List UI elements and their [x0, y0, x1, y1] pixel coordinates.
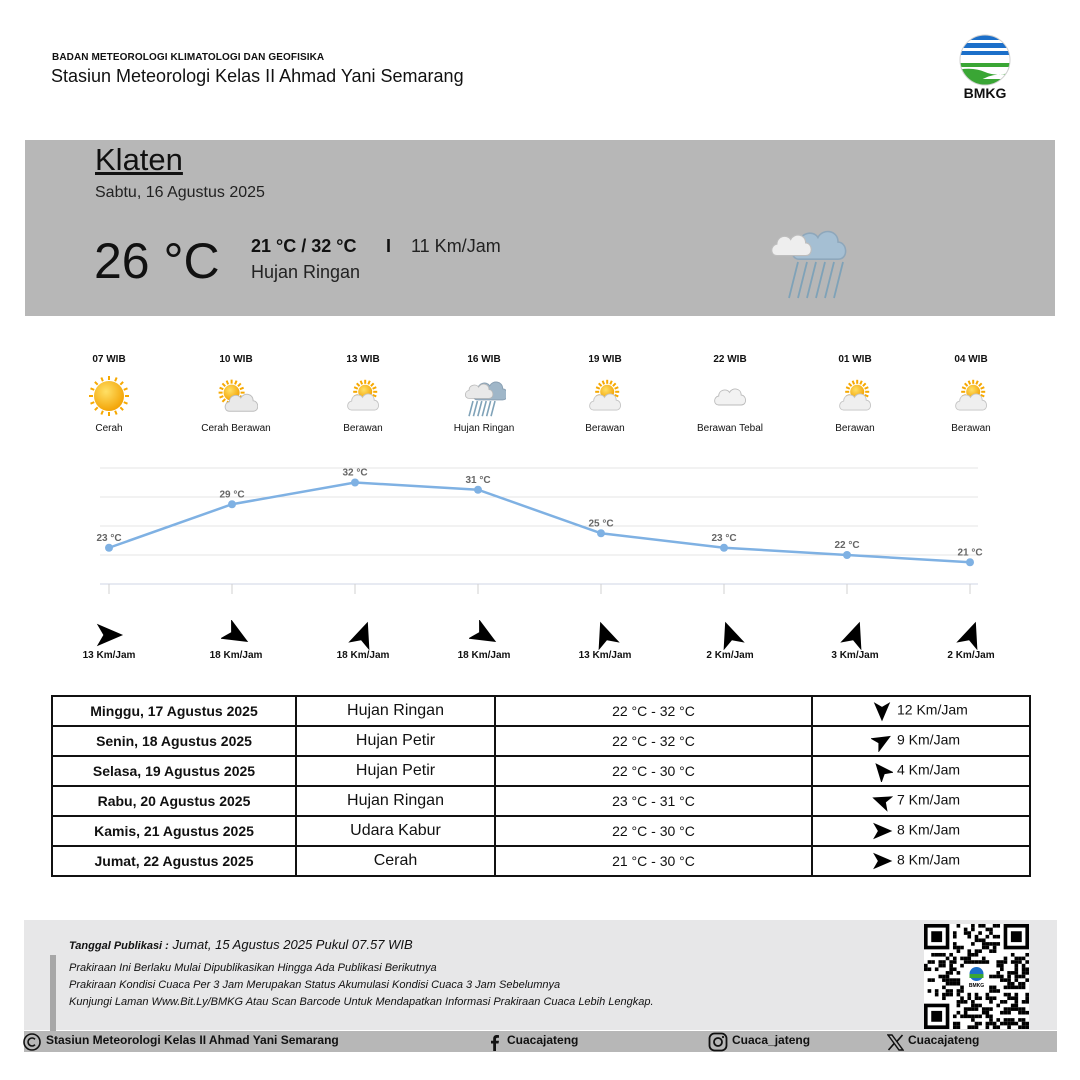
forecast-wind-speed: 12 Km/Jam [897, 701, 968, 718]
rain-cloud-graphic [768, 218, 858, 302]
hourly-item [303, 354, 423, 434]
forecast-wind [812, 846, 1030, 876]
bmkg-logo-text: BMKG [963, 85, 1007, 101]
forecast-temperature: 21 °C - 30 °C [495, 846, 812, 876]
cloud-sun-icon [833, 375, 877, 417]
agency-name: BADAN METEOROLOGI KLIMATOLOGI DAN GEOFISIKA [52, 52, 325, 63]
data-point [966, 558, 974, 566]
bmkg-logo [952, 32, 1018, 104]
daily-forecast-table [51, 695, 1031, 877]
rain-cloud-icon [768, 218, 858, 302]
data-point [105, 544, 113, 552]
publication-date [69, 937, 413, 952]
hourly-wind-speed: 18 Km/Jam [209, 650, 263, 661]
forecast-wind [812, 726, 1030, 756]
forecast-condition: Hujan Petir [296, 726, 495, 756]
copyright-text: Stasiun Meteorologi Kelas II Ahmad Yani Semarang [46, 1033, 339, 1047]
hourly-item [545, 354, 665, 434]
hourly-item [795, 354, 915, 434]
footer-note: Prakiraan Kondisi Cuaca Per 3 Jam Merupakan Status Akumulasi Kondisi Cuaca 3 Jam Sebelumnya [69, 979, 561, 991]
forecast-date: Selasa, 19 Agustus 2025 [52, 756, 296, 786]
current-wind-speed: 11 Km/Jam [411, 236, 501, 256]
hourly-wind-speed: 3 Km/Jam [831, 650, 879, 661]
hourly-item [49, 354, 169, 434]
forecast-temperature: 22 °C - 30 °C [495, 756, 812, 786]
forecast-wind-speed: 8 Km/Jam [897, 851, 961, 868]
x-handle[interactable]: Cuacajateng [908, 1033, 980, 1047]
forecast-wind [812, 786, 1030, 816]
hourly-wind-speed: 18 Km/Jam [457, 650, 511, 661]
forecast-date: Senin, 18 Agustus 2025 [52, 726, 296, 756]
forecast-wind [812, 696, 1030, 726]
data-label: 25 °C [588, 518, 614, 530]
forecast-condition: Hujan Ringan [296, 696, 495, 726]
separator: I [386, 236, 392, 256]
cloud-sun-icon [583, 375, 627, 417]
wind-direction-icon [871, 730, 893, 752]
data-label: 22 °C [834, 540, 860, 551]
facebook-icon[interactable] [488, 1034, 502, 1051]
copyright-icon [23, 1033, 41, 1051]
hourly-condition: Berawan [835, 423, 875, 434]
hourly-condition: Cerah [95, 423, 123, 434]
hourly-time: 19 WIB [588, 354, 622, 365]
bmkg-logo-icon [952, 32, 1018, 86]
hourly-condition: Berawan [343, 423, 383, 434]
forecast-condition: Hujan Ringan [296, 786, 495, 816]
wind-direction-icon [871, 850, 893, 872]
hourly-condition: Berawan [585, 423, 625, 434]
hourly-condition: Hujan Ringan [453, 423, 515, 434]
data-label: 32 °C [342, 467, 368, 479]
forecast-condition: Udara Kabur [296, 816, 495, 846]
forecast-wind-speed: 9 Km/Jam [897, 731, 961, 748]
data-label: 23 °C [711, 532, 737, 544]
qr-code[interactable] [924, 924, 1029, 1029]
publication-label: Tanggal Publikasi : [69, 940, 169, 952]
hourly-item [911, 354, 1031, 434]
footer-accent-bar [50, 955, 56, 1031]
instagram-handle[interactable]: Cuaca_jateng [732, 1033, 811, 1047]
data-point [843, 551, 851, 559]
hourly-time: 01 WIB [838, 354, 872, 365]
sun-cloud-icon [214, 375, 258, 417]
data-point [351, 479, 359, 487]
city-name: Klaten [95, 142, 183, 177]
forecast-wind-speed: 8 Km/Jam [897, 821, 961, 838]
hourly-time: 13 WIB [346, 354, 380, 365]
hourly-condition: Berawan Tebal [697, 423, 763, 434]
forecast-date: Kamis, 21 Agustus 2025 [52, 816, 296, 846]
forecast-wind-speed: 4 Km/Jam [897, 761, 961, 778]
table-row [52, 726, 1030, 756]
hourly-wind-speed: 13 Km/Jam [578, 650, 632, 661]
data-label: 21 °C [957, 547, 983, 559]
min-max-temperature: 21 °C / 32 °C [251, 236, 357, 256]
forecast-condition: Cerah [296, 846, 495, 876]
hourly-item [670, 354, 790, 434]
footer-note: Kunjungi Laman Www.Bit.Ly/BMKG Atau Scan Barcode Untuk Mendapatkan Informasi Prakiraan Cuaca Lebih Lengkap. [69, 996, 654, 1008]
x-icon[interactable] [887, 1034, 904, 1051]
forecast-date: Minggu, 17 Agustus 2025 [52, 696, 296, 726]
forecast-temperature: 22 °C - 32 °C [495, 696, 812, 726]
current-temperature: 26 °C [94, 233, 220, 289]
table-row [52, 756, 1030, 786]
qr-logo-text: BMKG [968, 983, 985, 989]
hourly-time: 22 WIB [713, 354, 747, 365]
data-point [474, 486, 482, 494]
forecast-temperature: 22 °C - 32 °C [495, 726, 812, 756]
hourly-wind-speed: 13 Km/Jam [82, 650, 136, 661]
forecast-wind [812, 816, 1030, 846]
cloud-sun-icon [341, 375, 385, 417]
hourly-time: 07 WIB [92, 354, 126, 365]
wind-direction-icon [871, 700, 893, 722]
publication-value: Jumat, 15 Agustus 2025 Pukul 07.57 WIB [172, 937, 413, 952]
forecast-temperature: 23 °C - 31 °C [495, 786, 812, 816]
sun-icon [87, 375, 131, 417]
hourly-time: 16 WIB [467, 354, 501, 365]
hourly-time: 04 WIB [954, 354, 988, 365]
forecast-date: Rabu, 20 Agustus 2025 [52, 786, 296, 816]
instagram-icon[interactable] [708, 1032, 728, 1052]
station-name: Stasiun Meteorologi Kelas II Ahmad Yani Semarang [51, 66, 464, 86]
cloud-icon [708, 375, 752, 417]
hourly-wind-speed: 2 Km/Jam [947, 650, 995, 661]
hourly-wind-speed: 2 Km/Jam [706, 650, 754, 661]
data-point [720, 544, 728, 552]
hourly-wind-speed: 18 Km/Jam [336, 650, 390, 661]
forecast-temperature: 22 °C - 30 °C [495, 816, 812, 846]
table-row [52, 696, 1030, 726]
data-label: 23 °C [96, 532, 122, 544]
wind-direction-icon [871, 760, 893, 782]
hourly-item [424, 354, 544, 434]
footer-note: Prakiraan Ini Berlaku Mulai Dipublikasikan Hingga Ada Publikasi Berikutnya [69, 962, 437, 974]
current-date: Sabtu, 16 Agustus 2025 [95, 184, 265, 201]
forecast-wind-speed: 7 Km/Jam [897, 791, 961, 808]
data-point [597, 529, 605, 537]
temperature-chart [0, 460, 1080, 660]
forecast-condition: Hujan Petir [296, 756, 495, 786]
table-row [52, 846, 1030, 876]
table-row [52, 786, 1030, 816]
hourly-item [176, 354, 296, 434]
wind-direction-icon [871, 790, 893, 812]
table-row [52, 816, 1030, 846]
forecast-date: Jumat, 22 Agustus 2025 [52, 846, 296, 876]
wind-direction-icon [871, 820, 893, 842]
data-label: 29 °C [219, 489, 245, 501]
data-label: 31 °C [465, 474, 491, 486]
data-point [228, 500, 236, 508]
hourly-condition: Cerah Berawan [201, 423, 271, 434]
facebook-handle[interactable]: Cuacajateng [507, 1033, 579, 1047]
current-condition: Hujan Ringan [251, 262, 361, 282]
hourly-condition: Berawan [951, 423, 991, 434]
forecast-wind [812, 756, 1030, 786]
cloud-sun-icon [949, 375, 993, 417]
rain-cloud-icon [462, 375, 506, 417]
hourly-time: 10 WIB [219, 354, 253, 365]
